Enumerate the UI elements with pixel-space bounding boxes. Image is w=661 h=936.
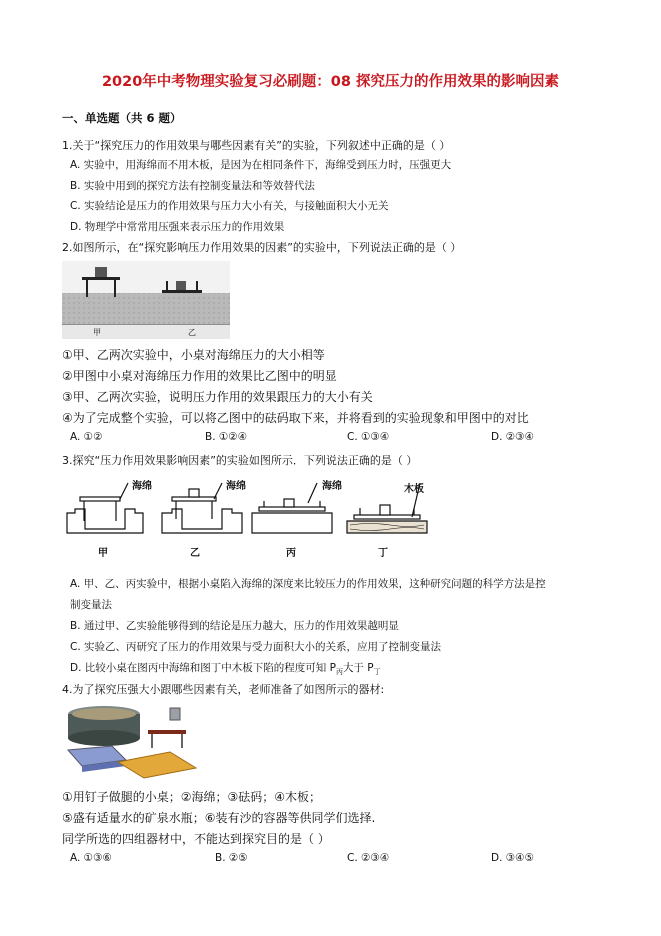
q3-sponge-label-2: 海绵 [226, 481, 246, 492]
q4-choice-a: A. ①③⑥ [70, 852, 112, 864]
q4-choice-b: B. ②⑤ [215, 852, 248, 864]
q4-statement-3: 同学所选的四组器材中，不能达到探究目的是（ ） [62, 832, 330, 846]
q2-choice-d: D. ②③④ [491, 431, 534, 443]
q2-statement-4: ④为了完成整个实验，可以将乙图中的砝码取下来，并将看到的实验现象和甲图中的对比 [62, 411, 529, 425]
q3-option-d-text: D. 比较小桌在图丙中海绵和图丁中木板下陷的程度可知 P [70, 662, 336, 674]
q3-board-label: 木板 [404, 484, 424, 495]
q2-fig-label-yi: 乙 [188, 328, 196, 337]
q4-statement-1: ①用钉子做腿的小桌；②海绵；③砝码；④木板； [62, 790, 322, 804]
q2-figure [62, 261, 230, 339]
q3-option-b: B. 通过甲、乙实验能够得到的结论是压力越大，压力的作用效果越明显 [70, 620, 399, 632]
q2-statement-2: ②甲图中小桌对海绵压力作用的效果比乙图中的明显 [62, 369, 337, 383]
q4-statement-2: ⑤盛有适量水的矿泉水瓶；⑥装有沙的容器等供同学们选择. [62, 811, 376, 825]
q3-option-d-mid: 大于 P [342, 662, 374, 674]
q3-option-a-line1: A. 甲、乙、丙实验中，根据小桌陷入海绵的深度来比较压力的作用效果，这种研究问题的科学方法是控 [70, 578, 546, 590]
q1-option-c: C. 实验结论是压力的作用效果与压力大小有关，与接触面积大小无关 [70, 200, 389, 212]
q3-option-a-line2: 制变量法 [70, 599, 112, 611]
q1-option-d: D. 物理学中常常用压强来表示压力的作用效果 [70, 221, 285, 233]
q3-option-d-sub1: 丙 [335, 668, 343, 677]
q3-sponge-label-1: 海绵 [132, 481, 152, 492]
q3-fig-label-bing: 丙 [286, 548, 296, 559]
q4-choice-c: C. ②③④ [347, 852, 390, 864]
q2-choice-a: A. ①② [70, 431, 103, 443]
q3-option-d [70, 660, 381, 677]
q1-option-a: A. 实验中，用海绵而不用木板，是因为在相同条件下，海绵受到压力时，压强更大 [70, 159, 452, 171]
q3-fig-label-jia: 甲 [98, 548, 108, 559]
q3-fig-label-ding: 丁 [378, 548, 388, 559]
page-title: 2020年中考物理实验复习必刷题：08 探究压力的作用效果的影响因素 [101, 74, 560, 90]
q2-statement-1: ①甲、乙两次实验中，小桌对海绵压力的大小相等 [62, 348, 325, 362]
q4-figure [62, 702, 198, 780]
q3-stem: 3.探究“压力作用效果影响因素”的实验如图所示．下列说法正确的是（ ） [62, 454, 418, 467]
q2-fig-label-jia: 甲 [93, 328, 101, 337]
q1-stem: 1.关于“探究压力的作用效果与哪些因素有关”的实验，下列叙述中正确的是（ ） [62, 139, 451, 152]
section-heading: 一、单选题（共 6 题） [62, 111, 182, 125]
q3-fig-label-yi: 乙 [190, 548, 200, 559]
q4-choice-d: D. ③④⑤ [491, 852, 534, 864]
q3-sponge-label-3: 海绵 [322, 481, 342, 492]
q3-option-c: C. 实验乙、丙研究了压力的作用效果与受力面积大小的关系，应用了控制变量法 [70, 641, 442, 653]
q3-option-d-sub2: 丁 [373, 668, 381, 677]
q2-choice-b: B. ①②④ [205, 431, 248, 443]
q2-choice-c: C. ①③④ [347, 431, 390, 443]
q2-statement-3: ③甲、乙两次实验，说明压力作用的效果跟压力的大小有关 [62, 390, 373, 404]
q4-stem: 4.为了探究压强大小跟哪些因素有关，老师准备了如图所示的器材: [62, 683, 385, 696]
q1-option-b: B. 实验中用到的探究方法有控制变量法和等效替代法 [70, 180, 315, 192]
q2-stem: 2.如图所示，在“探究影响压力作用效果的因素”的实验中，下列说法正确的是（ ） [62, 241, 462, 254]
